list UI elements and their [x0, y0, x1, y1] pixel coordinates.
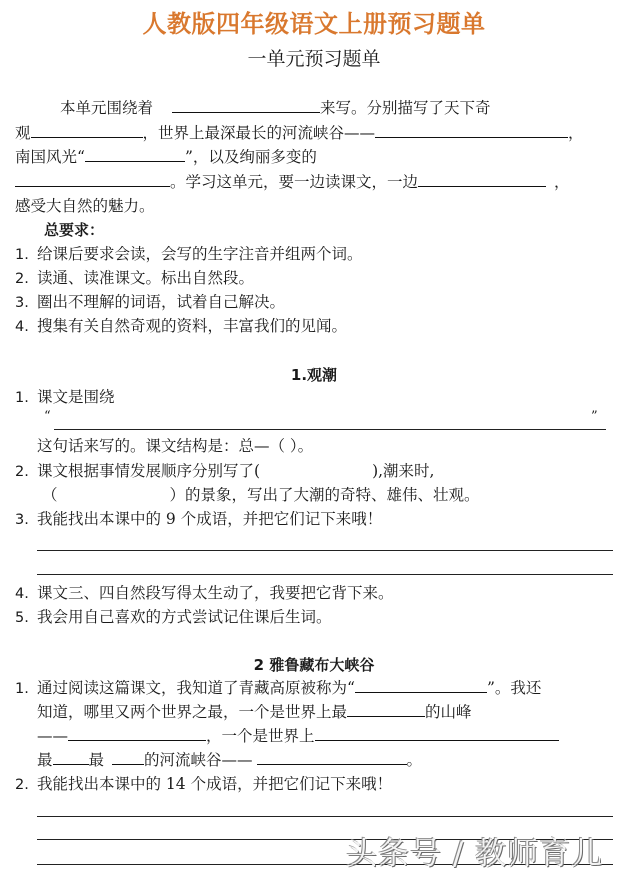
item-text: ),潮来时,	[372, 462, 435, 480]
intro-text: ”，以及绚丽多变的	[184, 148, 317, 166]
item-text: 的山峰	[425, 703, 472, 721]
fill-blank[interactable]	[347, 702, 425, 717]
lesson2-q1-line1	[15, 678, 541, 699]
lesson1-q5	[15, 607, 332, 628]
intro-text: 南国风光“	[15, 148, 85, 166]
item-text: ，一个是世界上	[206, 727, 315, 745]
intro-line-5: 感受大自然的魅力。	[15, 197, 155, 215]
unit-subtitle: 一单元预习题单	[247, 48, 381, 70]
requirement-item	[15, 268, 254, 289]
item-number: 1.	[15, 247, 29, 263]
item-number: 2.	[15, 271, 29, 287]
intro-line-3	[15, 147, 317, 167]
item-text: 课文是围绕	[37, 388, 115, 406]
item-text: 我能找出本课中的 14 个成语，并把它们记下来哦！	[37, 775, 393, 793]
item-text: 课文三、四自然段写得太生动了，我要把它背下来。	[37, 584, 394, 602]
answer-line[interactable]	[54, 429, 606, 430]
intro-text: 来写。分别描写了天下奇	[319, 99, 491, 117]
requirement-item	[15, 244, 363, 265]
item-number: 4.	[15, 586, 29, 602]
intro-text: ，	[568, 124, 584, 142]
lesson2-q1-line2	[37, 702, 472, 722]
item-text: 的河流峡谷——	[144, 751, 253, 769]
fill-blank[interactable]	[112, 750, 144, 765]
answer-line[interactable]	[37, 550, 613, 551]
item-text: （	[42, 486, 58, 504]
fill-blank[interactable]	[68, 726, 206, 741]
intro-line-4	[15, 172, 570, 192]
fill-blank[interactable]	[355, 678, 487, 693]
fill-blank[interactable]	[375, 123, 568, 138]
lesson1-q4	[15, 583, 394, 604]
item-text: 我能找出本课中的 9 个成语，并把它们记下来哦！	[37, 510, 383, 528]
lesson-1-heading: 1.观潮	[290, 366, 338, 384]
fill-blank[interactable]	[31, 123, 143, 138]
lesson1-q1-cont: 这句话来写的。课文结构是：总—（ ）。	[37, 437, 314, 455]
fill-blank[interactable]	[418, 172, 546, 187]
item-text: ”。我还	[486, 679, 542, 697]
intro-text: ，世界上最深最长的河流峡谷——	[142, 124, 376, 142]
watermark: 头条号 / 教师育儿	[346, 836, 604, 872]
intro-text: 。学习这单元，要一边读课文，一边	[170, 173, 419, 191]
lesson1-q2-cont	[42, 485, 480, 505]
lesson1-q3	[15, 509, 382, 530]
item-text: 课文根据事情发展顺序分别写了(	[37, 462, 261, 480]
fill-blank[interactable]	[85, 147, 185, 162]
lesson2-q1-line3	[37, 726, 559, 746]
item-text: 圈出不理解的词语，试着自己解决。	[37, 293, 286, 311]
fill-blank[interactable]	[53, 750, 89, 765]
open-quote: “	[44, 409, 51, 424]
lesson-2-heading: 2 雅鲁藏布大峡谷	[253, 656, 375, 674]
item-number: 3.	[15, 295, 29, 311]
item-text: 最	[37, 751, 53, 769]
item-text: 给课后要求会读，会写的生字注音并组两个词。	[37, 245, 363, 263]
requirements-heading: 总要求：	[44, 221, 105, 239]
lesson2-q1-line4	[37, 750, 422, 770]
answer-line[interactable]	[37, 574, 613, 575]
fill-blank[interactable]	[257, 750, 407, 765]
lesson2-q2	[15, 774, 392, 795]
item-number: 1.	[15, 390, 29, 406]
requirement-item	[15, 316, 347, 337]
fill-blank[interactable]	[315, 726, 559, 741]
requirement-item	[15, 292, 285, 313]
item-text: 最	[88, 751, 105, 769]
item-text: 搜集有关自然奇观的资料，丰富我们的见闻。	[37, 317, 348, 335]
answer-line[interactable]	[37, 816, 613, 817]
item-number: 2.	[15, 464, 29, 480]
item-text: ——	[37, 727, 68, 745]
document-title: 人教版四年级语文上册预习题单	[142, 10, 486, 38]
lesson1-q2	[15, 461, 434, 482]
item-text: 。	[406, 751, 423, 769]
intro-text: ，	[554, 173, 570, 191]
item-text: 知道，哪里又两个世界之最，一个是世界上最	[37, 703, 348, 721]
intro-text: 本单元围绕着	[60, 99, 154, 117]
fill-blank[interactable]	[172, 98, 320, 113]
item-text: 通过阅读这篇课文，我知道了青藏高原被称为“	[37, 679, 355, 697]
intro-text: 观	[15, 124, 31, 142]
intro-line-2	[15, 123, 584, 143]
item-text: ）的景象，写出了大潮的奇特、雄伟、壮观。	[169, 486, 480, 504]
close-quote: ”	[591, 409, 598, 424]
item-text: 我会用自己喜欢的方式尝试记住课后生词。	[37, 608, 332, 626]
fill-blank[interactable]	[15, 172, 170, 187]
intro-line-1	[60, 98, 490, 118]
item-number: 5.	[15, 610, 29, 626]
item-number: 3.	[15, 512, 29, 528]
item-number: 2.	[15, 777, 29, 793]
lesson1-q1	[15, 387, 115, 408]
item-number: 4.	[15, 319, 29, 335]
item-number: 1.	[15, 681, 29, 697]
item-text: 读通、读准课文。标出自然段。	[37, 269, 255, 287]
